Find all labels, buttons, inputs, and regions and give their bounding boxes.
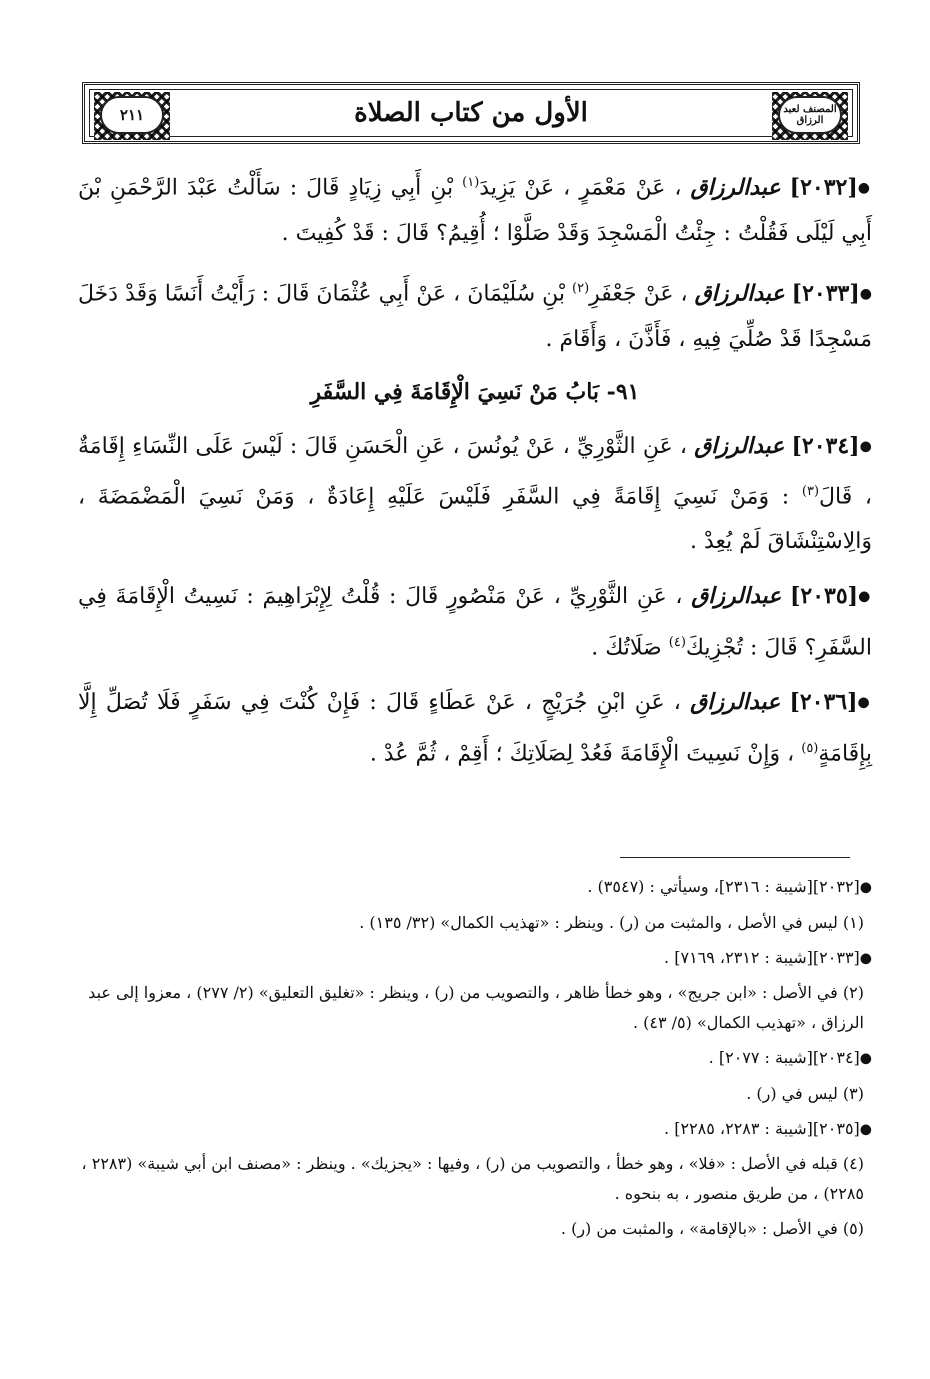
bullet-icon: ● bbox=[858, 588, 872, 605]
footnote-source-ref bbox=[78, 1114, 872, 1145]
footnote-divider bbox=[620, 857, 850, 858]
running-title: الأول من كتاب الصلاة bbox=[354, 98, 588, 128]
hadith-text: بْنِ سُلَيْمَانَ ، عَنْ أَبِي عُثْمَانَ قَالَ : رَأَيْتُ أَنَسًا وَقَدْ دَخَلَ مَسْجِدًا قَدْ صُلِّيَ فِيهِ ، فَأَذَّنَ ، وَأَقَامَ . bbox=[77, 281, 872, 352]
footnote-source-ref bbox=[78, 943, 872, 974]
chapter-heading: ٩١- بَابُ مَنْ نَسِيَ الْإِقَامَةَ فِي السَّفَرِ bbox=[310, 378, 640, 405]
footnote-text: [٢٠٣٥][شيبة : ٢٢٨٣، ٢٢٨٥] . bbox=[664, 1118, 860, 1138]
bullet-icon: ● bbox=[859, 1050, 872, 1067]
footnotes bbox=[78, 872, 872, 1249]
hadith-number: [٢٠٣٥] bbox=[789, 583, 859, 610]
bullet-icon: ● bbox=[859, 950, 872, 966]
footnote-source-ref bbox=[78, 1043, 872, 1074]
hadith-number: [٢٠٣٤] bbox=[791, 432, 860, 459]
bullet-icon: ● bbox=[857, 694, 872, 711]
hadith-text: ، عَنْ جَعْفَرِ bbox=[589, 281, 688, 307]
book-logo: المصنف لعبد الرزاق bbox=[778, 96, 842, 134]
footnote-ref[interactable]: (٤) bbox=[668, 634, 686, 650]
footnote: (٥) في الأصل : «بالإقامة» ، والمثبت من (ر) . bbox=[560, 1219, 864, 1238]
footnote: (١) ليس في الأصل ، والمثبت من (ر) . وينظر : «تهذيب الكمال» (٣٢/ ١٣٥) . bbox=[359, 912, 864, 932]
narrator-name: عبدالرزاق bbox=[690, 689, 781, 716]
bullet-icon: ● bbox=[859, 285, 872, 302]
page-number: ٢١١ bbox=[100, 96, 164, 134]
footnote: (٤) قبله في الأصل : «فلا» ، وهو خطأ ، والتصويب من (ر) ، وفيها : «يجزيك» . وينظر : «مصنف ابن أبي شيبة» (٢٢٨٣ ، ٢٢٨٥) ، من طريق منصور ، به بنحوه . bbox=[81, 1154, 864, 1203]
hadith-text: : وَمَنْ نَسِيَ إِقَامَةً فِي السَّفَرِ فَلَيْسَ عَلَيْهِ إِعَادَةٌ ، وَمَنْ نَسِيَ الْمَضْمَضَةَ ، وَالِاسْتِنْشَاقَ لَمْ يُعِدْ . bbox=[78, 484, 872, 555]
hadith-text: ، عَنِ الثَّوْرِيِّ ، عَنْ مَنْصُورٍ قَالَ : قُلْتُ لِإِبْرَاهِيمَ : نَسِيتُ الْإِقَامَةَ فِي السَّفَرِ؟ قَالَ : تُجْزِيكَ bbox=[78, 584, 872, 661]
hadith-text: صَلَاتُكَ . bbox=[591, 635, 662, 661]
narrator-name: عبدالرزاق bbox=[694, 280, 785, 307]
page-header bbox=[82, 82, 860, 144]
footnote: (٣) ليس في (ر) . bbox=[746, 1083, 864, 1103]
hadith-text: ، عَنْ مَعْمَرٍ ، عَنْ يَزِيدَ bbox=[479, 175, 682, 201]
hadith-2032 bbox=[78, 160, 872, 256]
bullet-icon: ● bbox=[859, 438, 872, 455]
hadith-text: بْنِ أَبِي زِيَادٍ قَالَ : سَأَلْتُ عَبْدَ الرَّحْمَنِ بْنَ أَبِي لَيْلَى فَقُلْتُ : جِئْتُ الْمَسْجِدَ وَقَدْ صَلَّوْا ؛ أُقِيمُ؟ قَالَ : قَدْ كُفِيتَ . bbox=[78, 175, 872, 246]
footnote-ref[interactable]: (١) bbox=[462, 175, 480, 190]
hadith-2033 bbox=[78, 266, 872, 362]
narrator-name: عبدالرزاق bbox=[694, 432, 785, 459]
bullet-icon: ● bbox=[859, 879, 872, 896]
footnote-ref[interactable]: (٢) bbox=[572, 280, 590, 296]
header-frame bbox=[89, 89, 853, 137]
footnote-source-ref bbox=[78, 872, 872, 903]
hadith-2036 bbox=[78, 680, 872, 776]
footnote-text: [٢٠٣٤][شيبة : ٢٠٧٧] . bbox=[708, 1048, 860, 1067]
narrator-name: عبدالرزاق bbox=[691, 583, 782, 610]
hadith-number: [٢٠٣٢] bbox=[789, 174, 858, 201]
hadith-2035 bbox=[78, 574, 872, 670]
hadith-number: [٢٠٣٣] bbox=[791, 280, 860, 307]
footnote-text: [٢٠٣٣][شيبة : ٢٣١٢، ٧١٦٩] . bbox=[664, 947, 860, 967]
main-text bbox=[78, 160, 872, 786]
hadith-number: [٢٠٣٦] bbox=[789, 689, 858, 716]
hadith-2034 bbox=[78, 424, 872, 565]
narrator-name: عبدالرزاق bbox=[690, 174, 781, 201]
footnote-ref[interactable]: (٣) bbox=[801, 484, 820, 500]
bullet-icon: ● bbox=[857, 179, 873, 196]
footnote-text: [٢٠٣٢][شيبة : ٢٣١٦]، وسيأتي : (٣٥٤٧) . bbox=[587, 877, 860, 896]
hadith-text: ، عَنِ ابْنِ جُرَيْجٍ ، عَنْ عَطَاءٍ قَالَ : فَإِنْ كُنْتَ فِي سَفَرٍ فَلَا تُصَلِّ إِلَّا بِإِقَامَةٍ bbox=[78, 690, 872, 767]
hadith-text: ، وَإِنْ نَسِيتَ الْإِقَامَةَ فَعُدْ لِصَلَاتِكَ ؛ أَقِمْ ، ثُمَّ عُدْ . bbox=[369, 741, 795, 767]
hadith-text: ، عَنِ الثَّوْرِيِّ ، عَنْ يُونُسَ ، عَنِ الْحَسَنِ قَالَ : لَيْسَ عَلَى النِّسَاءِ إِقَامَةٌ ، قَالَ bbox=[78, 433, 872, 510]
footnote: (٢) في الأصل : «ابن جريج» ، وهو خطأ ظاهر ، والتصويب من (ر) ، وينظر : «تغليق التعليق» (٢/ ٢٧٧) ، معزوا إلى عبد الرزاق ، «تهذيب الكمال» (٥/ ٤٣) . bbox=[88, 983, 864, 1032]
bullet-icon: ● bbox=[859, 1121, 872, 1137]
footnote-ref[interactable]: (٥) bbox=[801, 740, 819, 756]
